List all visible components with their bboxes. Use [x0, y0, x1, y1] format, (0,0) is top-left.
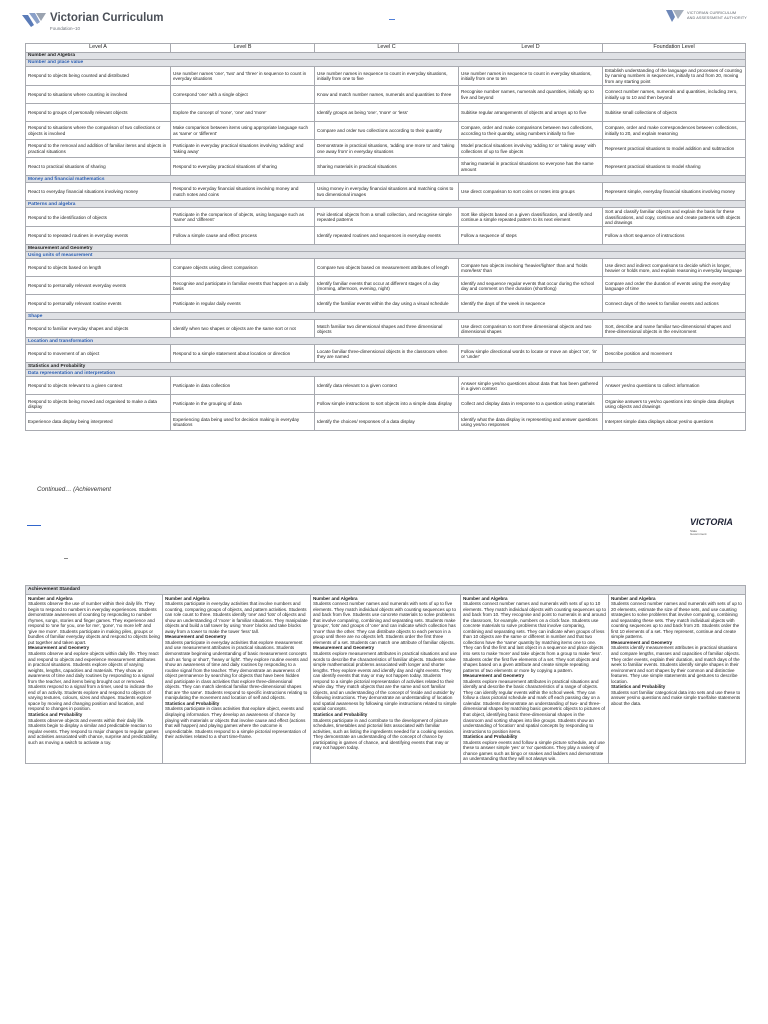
strand-heading: Measurement and Geometry: [28, 645, 90, 651]
strand-heading: Measurement and Geometry: [165, 634, 227, 640]
subsection-heading: Location and transformation: [26, 338, 746, 345]
table-cell: Participate in regular daily events: [171, 295, 315, 313]
table-cell: Know and match number names, numerals and quantities to three: [315, 86, 459, 104]
table-cell: Compare objects using direct comparison: [171, 259, 315, 277]
subsection-heading: Money and financial mathematics: [26, 176, 746, 183]
victorian-curriculum-logo: [22, 8, 164, 31]
section-heading-row: [26, 363, 746, 370]
subsection-heading: Data representation and interpretation: [26, 370, 746, 377]
subsection-heading: Number and place value: [26, 60, 746, 67]
table-row: [26, 208, 746, 227]
table-cell: Compare, order and make correspondences between collections, initially to 20, and explain reasoning: [603, 122, 746, 140]
table-cell: Use number names in sequence to count in everyday situations, initially from one to five: [315, 67, 459, 86]
achievement-cell-level-c: [311, 594, 461, 763]
table-row: [26, 395, 746, 413]
victoria-government-logo: [690, 512, 733, 537]
table-cell: Describe position and movement: [603, 345, 746, 363]
standard-text: Students explore measurement attributes in practical situations and identify and describe the basic characteristics of a range of objects. They can identify regular events within the school week. They can follow a class pictorial schedule and mark off each passing day on a calendar. Students demonstrate an understanding of two- and three-dimensional shapes by matching basic geometric objects to pictures of that object, identifying basic three-dimensional shapes in the classroom and sorting shapes into like groups. Students show an understanding of 'location' and spatial concepts by responding to instructions to position items.: [463, 678, 606, 734]
header-dash: [389, 19, 395, 20]
table-row: [26, 277, 746, 295]
table-cell: Establish understanding of the language and processes of counting by naming numbers in sequences, initially to and from 20, moving from any starting point: [603, 67, 746, 86]
table-cell: Respond to objects being moved and organised to make a data display: [26, 395, 171, 413]
table-cell: Make comparison between items using appropriate language such as 'same' or 'different': [171, 122, 315, 140]
table-cell: Use number names 'one', 'two' and 'three' in sequence to count in everyday situations: [171, 67, 315, 86]
table-cell: Identify data relevant to a given context: [315, 377, 459, 395]
standard-text: Students connect number names and numerals with sets of up to 10 elements. They match individual objects with counting sequences up to and back from 10. They recognise and point to numerals in and around the classroom, for example, numbers on a clock face. Students use concrete materials to solve problems that involve comparing, combining and separating sets. They can indicate when groups of less than 10 objects are the same or different in number and that two collections have the 'same' quantity by matching items one to one. They can find the first and last object in a sequence and place objects into sets to make 'more' and take objects from a group to make 'less'. Students order the first five elements of a set. They sort objects and shapes based on a given attribute and create simple repeating patterns of two elements or more by copying a pattern.: [463, 601, 606, 673]
subsection-heading-row: [26, 176, 746, 183]
table-cell: Represent practical situations to model sharing: [603, 158, 746, 176]
table-cell: Connect number names, numerals and quantities, including zero, initially up to 10 and then beyond: [603, 86, 746, 104]
table-cell: Respond to situations where the comparison of two collections or objects is involved: [26, 122, 171, 140]
table-cell: Interpret simple data displays about yes/no questions: [603, 413, 746, 431]
table-cell: Follow simple instructions to sort objects into a simple data display: [315, 395, 459, 413]
table-row: [26, 345, 746, 363]
table-cell: Identify when two shapes or objects are the same sort or not: [171, 320, 315, 338]
table-cell: Experiencing data being used for decision making in everyday situations: [171, 413, 315, 431]
blue-link-line: [27, 525, 41, 526]
standard-text: Students explore measurement attributes in practical situations and use words to describe the characteristics of familiar objects. Students solve simple mathematical problems associated with longer and shorter lengths. They explore events and identify day and night events. They can identify events that may or may not happen today. Students respond to a simple pictorial representation of activities related to their whole day. They match objects that are the same and sort familiar objects, and an understanding of the concept of 'inside and outside' by following instructions. They demonstrate an understanding of location and spatial awareness by following simple instructions related to simple spatial concepts.: [313, 651, 458, 712]
achievement-header-row: [26, 586, 746, 595]
table-cell: Sort like objects based on a given classification, and identify and continue a simple repeated pattern to its next element: [459, 208, 603, 227]
table-row: [26, 183, 746, 201]
standard-text: Students observe objects and events within their daily life. Students begin to display a similar and predictable reaction to regular events. They respond to major changes to regular games and activities associated with chance, surprise and predictability, such as moving a switch to activate a toy.: [28, 717, 159, 745]
standard-text: Students identify measurement attributes in practical situations and compare lengths, masses and capacities of familiar objects. They order events, explain their duration, and match days of the week to familiar events. Students identify simple shapes in their environment and sort shapes by their common and distinctive features. They use simple statements and gestures to describe location.: [611, 645, 740, 684]
table-cell: Recognise number names, numerals and quantities, initially up to five and beyond: [459, 86, 603, 104]
section-heading-row: [26, 53, 746, 60]
strand-heading: Statistics and Probability: [313, 712, 368, 718]
table-cell: Locate familiar three-dimensional objects in the classroom when they are named: [315, 345, 459, 363]
col-header: Level C: [315, 44, 459, 53]
subsection-heading-row: [26, 370, 746, 377]
vic-word: VICTORIA: [690, 517, 733, 527]
table-cell: Follow simple directional words to locate or move an object 'on', 'in' or 'under': [459, 345, 603, 363]
table-cell: Represent simple, everyday financial situations involving money: [603, 183, 746, 201]
table-cell: Respond to the identification of objects: [26, 208, 171, 227]
standard-text: Students participate in and contribute to the development of picture schedules, timetables and pictorial lists associated with familiar activities, such as listing the ingredients needed for a cooking session. They demonstrate an understanding of the concept of chance by participating in games of chance, and identifying events that may or may not happen today.: [313, 717, 455, 751]
table-cell: Use direct and indirect comparisons to decide which is longer, heavier or holds more, and explain reasoning in everyday language: [603, 259, 746, 277]
achievement-standard-table: [25, 585, 746, 764]
table-cell: Respond to objects relevant to a given context: [26, 377, 171, 395]
table-cell: Identify the choices/ responses of a data display: [315, 413, 459, 431]
table-cell: Match familiar two dimensional shapes and three dimensional objects: [315, 320, 459, 338]
vcaa-mark-icon: [666, 10, 684, 22]
table-cell: Follow a short sequence of instructions: [603, 227, 746, 245]
subsection-heading-row: [26, 338, 746, 345]
standard-text: Students participate in everyday activities that involve numbers and counting, comparing groups of objects, and pattern activities. Students can role count to three. Students identify 'one' and 'lots' of objects and show an understanding of 'more' in familiar situations. They manipulate objects and build a tall tower by using 'more' blocks and take blocks away from a tower to make the tower 'less' tall.: [165, 601, 308, 634]
table-cell: Compare and order two collections according to their quantity: [315, 122, 459, 140]
strand-heading: Statistics and Probability: [611, 684, 666, 690]
vcaa-line1: VICTORIAN CURRICULUM: [687, 11, 737, 16]
standard-text: Students observe the use of number within their daily life. They begin to respond to numbers in everyday experiences. Students demonstrate awareness of counting by responding to number rhymes, songs, stories and finger games. They experience and respond to 'one for you, one for me', 'gone', 'no more left' and 'give me more'. Students participate in making piles, groups or bundles of familiar everyday objects and respond to objects being put together and taken apart.: [28, 601, 160, 645]
strand-heading: Statistics and Probability: [463, 734, 518, 740]
table-cell: Recognise and participate in familiar events that happen on a daily basis: [171, 277, 315, 295]
standard-text: Students connect number names and numerals with sets of up to five elements. They match individual objects with counting sequences up to and back from five. Students use concrete materials to solve problems that involve comparing, combining and separating sets. Students make 'groups', 'lots' and groups of 'one' and can indicate which collection has 'more' than the other. They can distribute objects to each person in a group until there are no objects left. Students order the first three elements of a set. Students can match one attribute of familiar objects.: [313, 601, 456, 645]
section-heading: Statistics and Probability: [26, 363, 746, 370]
small-mark: [64, 558, 68, 559]
table-cell: Represent practical situations to model addition and subtraction: [603, 140, 746, 158]
achievement-row: [26, 594, 746, 763]
table-cell: Organise answers to yes/no questions into simple data displays using objects and drawings: [603, 395, 746, 413]
vic-sub-government: Government: [690, 532, 707, 537]
table-cell: Respond to personally relevant routine events: [26, 295, 171, 313]
table-cell: Follow a simple cause and effect process: [171, 227, 315, 245]
subsection-heading-row: [26, 201, 746, 208]
table-cell: Sort and classify familiar objects and explain the basis for these classifications, and copy, continue and create patterns with objects and drawings: [603, 208, 746, 227]
table-cell: Connect days of the week to familiar events and actions: [603, 295, 746, 313]
table-cell: Correspond 'one' with a single object: [171, 86, 315, 104]
subsection-heading-row: [26, 60, 746, 67]
standard-text: Students sort familiar categorical data into sets and use these to answer yes/no questions and make simple true/false statements about the data.: [611, 689, 741, 706]
strand-heading: Number and Algebra: [611, 595, 656, 601]
table-cell: Compare, order and make comparisons between two collections, according to their quantity, using numbers initially to five: [459, 122, 603, 140]
strand-heading: Measurement and Geometry: [313, 645, 375, 651]
achievement-cell-foundation: [609, 594, 746, 763]
table-cell: Participate in everyday practical situations involving 'adding' and 'taking away': [171, 140, 315, 158]
table-cell: Respond to a simple statement about location or direction: [171, 345, 315, 363]
subsection-heading: Using units of measurement: [26, 252, 746, 259]
table-cell: Respond to repeated routines in everyday events: [26, 227, 171, 245]
logo-name: Victorian Curriculum: [50, 12, 164, 24]
table-cell: Respond to the removal and addition of familiar items and objects in practical situations: [26, 140, 171, 158]
table-cell: Participate in the comparison of objects, using language such as 'same' and 'different': [171, 208, 315, 227]
table-cell: Participate in the grouping of data: [171, 395, 315, 413]
table-cell: Identify the familiar events within the day using a visual schedule: [315, 295, 459, 313]
vic-sub-state: State: [690, 529, 698, 533]
vc-chevron-icon: [22, 13, 46, 27]
achievement-header: Achievement Standard: [26, 586, 746, 595]
table-row: [26, 140, 746, 158]
table-cell: React to everyday financial situations involving money: [26, 183, 171, 201]
table-header-row: [26, 44, 746, 53]
table-cell: Answer simple yes/no questions about data that has been gathered in a given context: [459, 377, 603, 395]
strand-heading: Measurement and Geometry: [611, 639, 673, 645]
table-cell: Identify the days of the week in sequence: [459, 295, 603, 313]
table-cell: Subitise regular arrangements of objects and arrays up to five: [459, 104, 603, 122]
table-row: [26, 377, 746, 395]
section-heading: Number and Algebra: [26, 53, 746, 60]
col-header: Level D: [459, 44, 603, 53]
table-cell: Using money in everyday financial situations and matching coins to two dimensional images: [315, 183, 459, 201]
col-header: Level B: [171, 44, 315, 53]
table-cell: Respond to familiar everyday shapes and objects: [26, 320, 171, 338]
strand-heading: Number and Algebra: [165, 595, 210, 601]
table-cell: Respond to movement of an object: [26, 345, 171, 363]
table-row: [26, 67, 746, 86]
table-cell: React to practical situations of sharing: [26, 158, 171, 176]
table-row: [26, 227, 746, 245]
col-header: Level A: [26, 44, 171, 53]
table-row: [26, 86, 746, 104]
table-cell: Identify what the data display is representing and answer questions using yes/no responses: [459, 413, 603, 431]
table-cell: Use direct comparison to sort three dimensional objects and two dimensional shapes: [459, 320, 603, 338]
table-cell: Compare and order the duration of events using the everyday language of time: [603, 277, 746, 295]
table-cell: Answer yes/no questions to collect information: [603, 377, 746, 395]
table-cell: Pair identical objects from a small collection, and recognise simple repeated patterns: [315, 208, 459, 227]
table-cell: Respond to everyday practical situations of sharing: [171, 158, 315, 176]
subsection-heading: Shape: [26, 313, 746, 320]
table-row: [26, 122, 746, 140]
table-cell: Participate in data collection: [171, 377, 315, 395]
table-cell: Sort, describe and name familiar two-dimensional shapes and three-dimensional objects in the environment: [603, 320, 746, 338]
table-cell: Respond to personally relevant everyday events: [26, 277, 171, 295]
section-heading: Measurement and Geometry: [26, 245, 746, 252]
standard-text: Students connect number names and numerals with sets of up to 20 elements, estimate the size of these sets, and use counting strategies to solve problems that involve comparing, combining and separating these sets. They match individual objects with counting sequences up to and back from 20. Students order the first 10 elements of a set. They represent, continue and create simple patterns.: [611, 601, 742, 640]
table-cell: Identify repeated routines and sequences in everyday events: [315, 227, 459, 245]
table-cell: Respond to situations where counting is involved: [26, 86, 171, 104]
logo-sub: Foundation–10: [50, 26, 81, 31]
strand-heading: Statistics and Probability: [165, 700, 220, 706]
table-cell: Sharing materials in practical situations: [315, 158, 459, 176]
table-cell: Respond to groups of personally relevant objects: [26, 104, 171, 122]
table-row: [26, 413, 746, 431]
page-header: [0, 0, 768, 40]
table-cell: Compare two objects based on measurement attributes of length: [315, 259, 459, 277]
table-cell: Compare two objects involving 'heavier/lighter' than and 'holds more/less' than: [459, 259, 603, 277]
table-cell: Subitise small collections of objects: [603, 104, 746, 122]
table-row: [26, 259, 746, 277]
strand-heading: Number and Algebra: [28, 595, 73, 601]
standard-text: Students participate in everyday activities that explore measurement and use measurement attributes in practical situations. Students demonstrate beginning understanding of basic measurement concepts such as 'long or short', 'heavy or light'. They explore routine events and show an awareness of time and daily routines by responding to a routine signal from the teacher. They demonstrate an awareness of object permanence by searching for objects that have been hidden and participate in class activities that explore three-dimensional objects. They can match identical familiar three-dimensional shapes that are 'the same'. Students respond to specific instructions relating to manipulating the movement and location of self and objects.: [165, 639, 308, 701]
achievement-cell-level-a: [26, 594, 163, 763]
table-cell: Use direct comparison to sort coins or notes into groups: [459, 183, 603, 201]
table-cell: Identify and sequence regular events that occur during the school day and comment on their duration (short/long): [459, 277, 603, 295]
table-cell: Collect and display data in response to a question using materials: [459, 395, 603, 413]
table-cell: Experience data display being interpreted: [26, 413, 171, 431]
table-cell: Explore the concept of 'none', 'one' and 'more': [171, 104, 315, 122]
table-cell: Respond to objects being counted and distributed: [26, 67, 171, 86]
achievement-cell-level-b: [163, 594, 311, 763]
table-row: [26, 320, 746, 338]
vcaa-line2: AND ASSESSMENT AUTHORITY: [687, 16, 747, 20]
table-cell: Sharing material in practical situations so everyone has the same amount: [459, 158, 603, 176]
section-heading-row: [26, 245, 746, 252]
table-row: [26, 158, 746, 176]
table-cell: Follow a sequence of steps: [459, 227, 603, 245]
continued-note: Continued… (Achievement: [37, 486, 111, 493]
table-cell: Model practical situations involving 'adding to' or 'taking away' with collections of up to five objects: [459, 140, 603, 158]
table-cell: Identify groups as being 'one', 'more' or 'less': [315, 104, 459, 122]
strand-heading: Number and Algebra: [463, 595, 508, 601]
subsection-heading-row: [26, 252, 746, 259]
col-header: Foundation Level: [603, 44, 746, 53]
table-cell: Identify familiar events that occur at different stages of a day (morning, afternoon, evening, night): [315, 277, 459, 295]
table-row: [26, 104, 746, 122]
standard-text: Students participate in class activities that explore object, events and displaying information. They develop an awareness of chance by playing with materials or objects that involve cause and effect (actions that will happen) and playing games where the outcome is unpredictable. Students respond to a simple pictorial representation of their activities related to a short time-frame.: [165, 706, 307, 740]
standard-text: Students observe and explore objects within daily life. They react and respond to objects and experience measurement attributes in practical situations. Students explore objects of varying weights, lengths, capacities and materials. They show an awareness of time and daily routines by responding to a signal from the teacher, and items being brought out or removed. Students respond to a signal from a timer, used to indicate the end of an activity. Students explore and respond to objects of varying textures, colours, sizes and shapes. Students explore space by moving and changing position and location, and respond to changes in position.: [28, 651, 159, 712]
subsection-heading-row: [26, 313, 746, 320]
standard-text: Students explore events and follow a simple picture schedule, and use these to answer simple 'yes' or 'no' questions. They play a variety of chance games such as bingo or snakes and ladders and demonstrate an understanding that they will not always win.: [463, 739, 605, 762]
table-cell: Respond to objects based on length: [26, 259, 171, 277]
achievement-cell-level-d: [461, 594, 609, 763]
table-cell: Demonstrate in practical situations, 'adding one more to' and 'taking one away from' in everyday situations: [315, 140, 459, 158]
vcaa-logo: [666, 10, 747, 22]
table-row: [26, 295, 746, 313]
subsection-heading: Patterns and algebra: [26, 201, 746, 208]
table-cell: Respond to everyday financial situations involving money and match notes and coins: [171, 183, 315, 201]
strand-heading: Measurement and Geometry: [463, 673, 525, 679]
table-cell: Use number names in sequence to count in everyday situations, initially from one to ten: [459, 67, 603, 86]
strand-heading: Number and Algebra: [313, 595, 358, 601]
strand-heading: Statistics and Probability: [28, 712, 83, 718]
curriculum-levels-table: [25, 43, 746, 431]
